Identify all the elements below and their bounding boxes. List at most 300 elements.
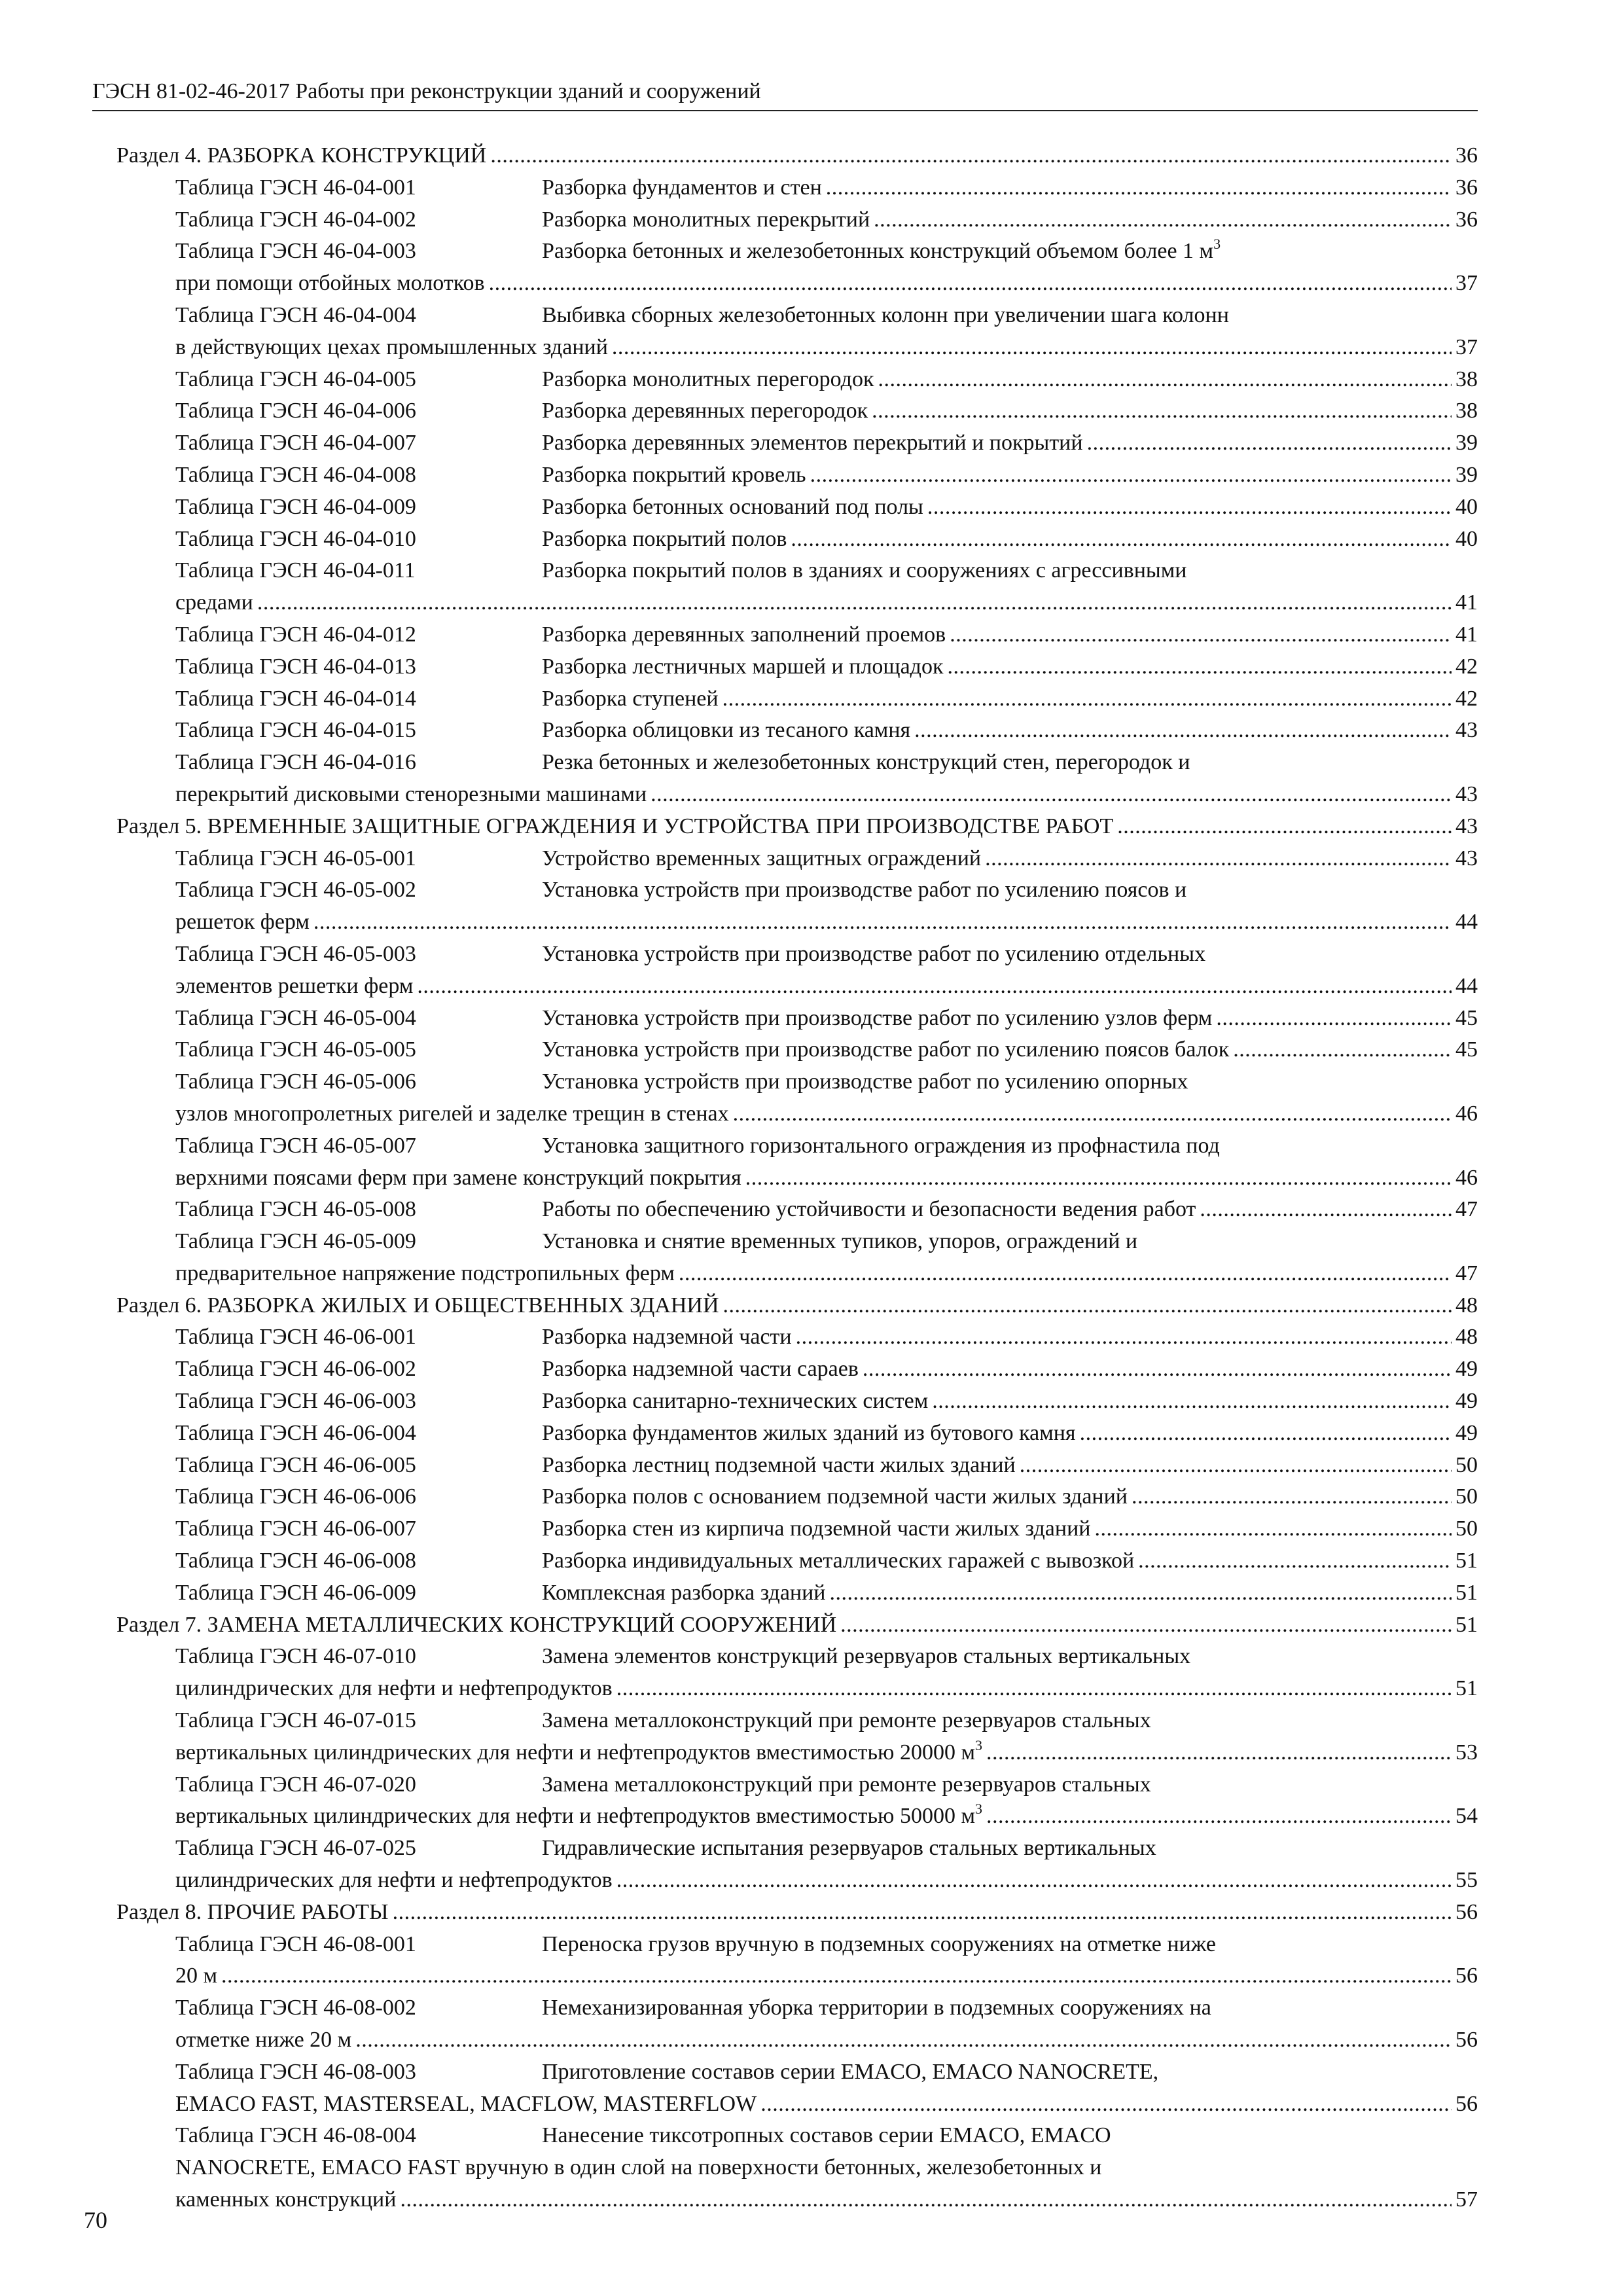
toc-line [116, 1162, 1478, 1194]
toc-page-number: 53 [1455, 1740, 1478, 1765]
toc-line [116, 395, 1478, 427]
toc-title: Установка устройств при производстве работ по усилению поясов балок [542, 1037, 1230, 1062]
toc-line [116, 1354, 1478, 1386]
toc-leader-dots [679, 1258, 1452, 1290]
toc-line [116, 715, 1478, 747]
toc-table-entry[interactable] [116, 2056, 1478, 2121]
toc-title: Разборка бетонных и железобетонных конструкций объемом более 1 $м^3$ [542, 236, 1221, 264]
toc-page-number: 47 [1455, 1261, 1478, 1285]
toc-title: Разборка покрытий кровель [542, 462, 806, 487]
toc-title-continuation: отметке ниже 20 м [175, 2028, 352, 2053]
toc-title: Замена металлоконструкций при ремонте резервуаров стальных [542, 1708, 1151, 1733]
toc-page-number: 50 [1455, 1516, 1478, 1541]
toc-leader-dots [874, 204, 1452, 236]
toc-line [116, 300, 1478, 332]
toc-page-number: 50 [1455, 1484, 1478, 1509]
toc-leader-dots [1132, 1481, 1452, 1513]
toc-line [116, 2184, 1478, 2216]
toc-title: Разборка надземной части сараев [542, 1357, 859, 1382]
toc-line [116, 204, 1478, 236]
toc-line [116, 524, 1478, 556]
toc-page-number: 43 [1455, 846, 1478, 870]
toc-page-number: 42 [1455, 686, 1478, 711]
toc-title-continuation: узлов многопролетных ригелей и заделке трещин в стенах [175, 1101, 729, 1126]
toc-leader-dots [490, 140, 1452, 172]
toc-table-entry[interactable] [116, 619, 1478, 651]
toc-table-code: Таблица ГЭСН 46-06-001 [175, 1325, 416, 1350]
toc-title: Разборка покрытий полов в зданиях и сооружениях с агрессивными [542, 558, 1187, 583]
toc-table-entry[interactable] [116, 204, 1478, 236]
toc-title: Разборка стен из кирпича подземной части жилых зданий [542, 1516, 1091, 1541]
toc-title: Комплексная разборка зданий [542, 1580, 826, 1605]
page-header [92, 77, 1478, 111]
toc-table-code: Таблица ГЭСН 46-04-012 [175, 622, 416, 647]
toc-line [116, 683, 1478, 715]
toc-leader-dots [830, 1577, 1452, 1609]
toc-leader-dots [489, 268, 1452, 300]
toc-line [116, 1737, 1478, 1769]
toc-title: Устройство временных защитных ограждений [542, 846, 982, 870]
toc-table-code: Таблица ГЭСН 46-04-010 [175, 526, 416, 551]
toc-table-code: Таблица ГЭСН 46-04-006 [175, 399, 416, 423]
toc-line [116, 1513, 1478, 1545]
toc-page-number: 47 [1455, 1197, 1478, 1222]
toc-title: Разборка фундаментов и стен [542, 175, 822, 200]
toc-table-code: Таблица ГЭСН 46-05-007 [175, 1133, 416, 1158]
toc-title: Резка бетонных и железобетонных конструкций стен, перегородок и [542, 750, 1190, 775]
toc-leader-dots [723, 1290, 1452, 1322]
toc-line [116, 874, 1478, 906]
toc-page-number: 48 [1455, 1325, 1478, 1350]
toc-table-code: Таблица ГЭСН 46-08-001 [175, 1931, 416, 1956]
toc-line [116, 971, 1478, 1003]
toc-table-code: Таблица ГЭСН 46-04-002 [175, 207, 416, 232]
toc-section-entry[interactable] [116, 1290, 1478, 1322]
toc-table-entry[interactable] [116, 1513, 1478, 1545]
toc-line [116, 1897, 1478, 1929]
toc-table-entry[interactable] [116, 1003, 1478, 1035]
toc-page-number: 39 [1455, 462, 1478, 487]
toc-table-code: Таблица ГЭСН 46-05-005 [175, 1037, 416, 1062]
toc-line [116, 268, 1478, 300]
toc-table-entry[interactable] [116, 1833, 1478, 1897]
toc-title-continuation: вертикальных цилиндрических для нефти и нефтепродуктов вместимостью 20000 $м^3$ [175, 1736, 982, 1765]
toc-title-continuation: вертикальных цилиндрических для нефти и нефтепродуктов вместимостью 50000 $м^3$ [175, 1801, 982, 1829]
toc-line [116, 939, 1478, 971]
toc-table-code: Таблица ГЭСН 46-06-008 [175, 1549, 416, 1573]
toc-leader-dots [616, 1673, 1452, 1705]
toc-title-continuation: 20 м [175, 1964, 218, 1988]
toc-page-number: 51 [1455, 1676, 1478, 1701]
toc-table-entry[interactable] [116, 555, 1478, 619]
toc-line [116, 811, 1478, 843]
toc-leader-dots [257, 587, 1452, 619]
toc-line [116, 364, 1478, 396]
toc-leader-dots [932, 1386, 1452, 1418]
toc-page-number: 49 [1455, 1357, 1478, 1382]
toc-leader-dots [826, 172, 1452, 204]
toc-table-entry[interactable] [116, 1194, 1478, 1226]
toc-page-number: 51 [1455, 1580, 1478, 1605]
toc-leader-dots [1087, 427, 1452, 459]
toc-table-entry[interactable] [116, 1769, 1478, 1833]
toc-title-continuation: верхними поясами ферм при замене конструкций покрытия [175, 1165, 741, 1190]
toc-table-code: Таблица ГЭСН 46-08-004 [175, 2123, 416, 2148]
toc-title-continuation: EMACO FAST, MASTERSEAL, MACFLOW, MASTERFLOW [175, 2091, 757, 2116]
toc-table-code: Таблица ГЭСН 46-07-010 [175, 1644, 416, 1669]
toc-table-code: Таблица ГЭСН 46-04-015 [175, 718, 416, 743]
toc-line [116, 1066, 1478, 1098]
toc-line [116, 651, 1478, 683]
toc-page-number: 51 [1455, 1549, 1478, 1573]
toc-page-number: 36 [1455, 175, 1478, 200]
toc-title: Разборка бетонных оснований под полы [542, 494, 923, 519]
toc-leader-dots [1080, 1418, 1452, 1450]
toc-title: Приготовление составов серии EMACO, EMACO NANOCRETE, [542, 2059, 1159, 2084]
toc-line [116, 1545, 1478, 1577]
toc-line [116, 172, 1478, 204]
toc-table-entry[interactable] [116, 364, 1478, 396]
toc-title: Разборка полов с основанием подземной части жилых зданий [542, 1484, 1128, 1509]
toc-title: Раздел 8. ПРОЧИЕ РАБОТЫ [116, 1899, 389, 1924]
toc-table-code: Таблица ГЭСН 46-07-015 [175, 1708, 416, 1733]
toc-title-continuation: при помощи отбойных молотков [175, 271, 485, 296]
toc-table-entry[interactable] [116, 236, 1478, 300]
toc-title: Работы по обеспечению устойчивости и безопасности ведения работ [542, 1197, 1196, 1222]
toc-table-code: Таблица ГЭСН 46-06-003 [175, 1389, 416, 1414]
toc-table-code: Таблица ГЭСН 46-04-009 [175, 494, 416, 519]
toc-table-entry[interactable] [116, 1418, 1478, 1450]
toc-title-continuation: перекрытий дисковыми стенорезными машинами [175, 781, 647, 806]
toc-leader-dots [760, 2089, 1452, 2121]
toc-page-number: 56 [1455, 1964, 1478, 1988]
toc-page-number: 37 [1455, 334, 1478, 359]
toc-page-number: 56 [1455, 2028, 1478, 2053]
toc-title: Замена элементов конструкций резервуаров стальных вертикальных [542, 1644, 1191, 1669]
toc-section-entry[interactable] [116, 140, 1478, 172]
toc-title: Разборка лестниц подземной части жилых зданий [542, 1452, 1016, 1477]
toc-leader-dots [810, 459, 1452, 492]
toc-title: Разборка деревянных перегородок [542, 399, 868, 423]
toc-title: Разборка индивидуальных металлических гаражей с вывозкой [542, 1549, 1135, 1573]
toc-title: Разборка ступеней [542, 686, 719, 711]
toc-line [116, 747, 1478, 779]
toc-line [116, 1481, 1478, 1513]
toc-line [116, 2056, 1478, 2089]
toc-leader-dots [1138, 1545, 1452, 1577]
toc-table-entry[interactable] [116, 2120, 1478, 2215]
toc-table-entry[interactable] [116, 939, 1478, 1003]
toc-leader-dots [417, 971, 1452, 1003]
toc-title-continuation: элементов решетки ферм [175, 973, 414, 998]
toc-line [116, 1992, 1478, 2024]
toc-page-number: 54 [1455, 1804, 1478, 1829]
toc-page-number: 36 [1455, 207, 1478, 232]
toc-line [116, 619, 1478, 651]
toc-table-code: Таблица ГЭСН 46-04-013 [175, 654, 416, 679]
toc-line [116, 1801, 1478, 1833]
toc-table-entry[interactable] [116, 492, 1478, 524]
toc-table-entry[interactable] [116, 1705, 1478, 1769]
toc-table-entry[interactable] [116, 1386, 1478, 1418]
toc-line [116, 2152, 1478, 2184]
toc-leader-dots [313, 906, 1452, 939]
toc-table-entry[interactable] [116, 874, 1478, 939]
toc-page-number: 49 [1455, 1420, 1478, 1445]
toc-line [116, 332, 1478, 364]
toc-table-entry[interactable] [116, 1130, 1478, 1194]
toc-table-code: Таблица ГЭСН 46-04-007 [175, 431, 416, 456]
toc-table-entry[interactable] [116, 1545, 1478, 1577]
toc-title: Раздел 5. ВРЕМЕННЫЕ ЗАЩИТНЫЕ ОГРАЖДЕНИЯ И УСТРОЙСТВА ПРИ ПРОИЗВОДСТВЕ РАБОТ [116, 814, 1114, 838]
toc-title: Установка защитного горизонтального ограждения из профнастила под [542, 1133, 1220, 1158]
toc-table-code: Таблица ГЭСН 46-07-025 [175, 1836, 416, 1861]
toc-table-code: Таблица ГЭСН 46-04-005 [175, 367, 416, 391]
toc-leader-dots [1117, 811, 1452, 843]
toc-title: Установка и снятие временных тупиков, упоров, ограждений и [542, 1229, 1138, 1254]
toc-title: Нанесение тиксотропных составов серии EMACO, EMACO [542, 2123, 1111, 2148]
toc-title-continuation: предварительное напряжение подстропильных ферм [175, 1261, 675, 1285]
toc-table-entry[interactable] [116, 1354, 1478, 1386]
toc-leader-dots [393, 1897, 1452, 1929]
toc-table-code: Таблица ГЭСН 46-05-009 [175, 1229, 416, 1254]
toc-line [116, 1641, 1478, 1673]
toc-leader-dots [863, 1354, 1452, 1386]
toc-title: Установка устройств при производстве работ по усилению опорных [542, 1069, 1188, 1094]
toc-leader-dots [745, 1162, 1452, 1194]
toc-page-number: 45 [1455, 1005, 1478, 1030]
toc-table-entry[interactable] [116, 524, 1478, 556]
toc-leader-dots [1020, 1450, 1452, 1482]
toc-line [116, 459, 1478, 492]
toc-page-number: 37 [1455, 271, 1478, 296]
toc-leader-dots [355, 2024, 1452, 2056]
toc-title-continuation: цилиндрических для нефти и нефтепродуктов [175, 1868, 613, 1893]
toc-leader-dots [878, 364, 1452, 396]
toc-page-number: 39 [1455, 431, 1478, 456]
toc-page-number: 49 [1455, 1389, 1478, 1414]
toc-line [116, 427, 1478, 459]
toc-leader-dots [796, 1321, 1452, 1354]
toc-page-number: 38 [1455, 399, 1478, 423]
toc-page-number: 56 [1455, 1899, 1478, 1924]
toc-table-entry[interactable] [116, 172, 1478, 204]
toc-page-number: 57 [1455, 2187, 1478, 2212]
toc-leader-dots [1094, 1513, 1452, 1545]
toc-page-number: 42 [1455, 654, 1478, 679]
toc-line [116, 2120, 1478, 2152]
toc-table-code: Таблица ГЭСН 46-05-003 [175, 941, 416, 966]
toc-line [116, 1290, 1478, 1322]
toc-line [116, 1194, 1478, 1226]
toc-table-code: Таблица ГЭСН 46-06-007 [175, 1516, 416, 1541]
toc-table-entry[interactable] [116, 1226, 1478, 1290]
toc-table-code: Таблица ГЭСН 46-06-009 [175, 1580, 416, 1605]
toc-table-entry[interactable] [116, 1034, 1478, 1066]
toc-line [116, 1769, 1478, 1801]
toc-leader-dots [985, 843, 1452, 875]
toc-page-number: 50 [1455, 1452, 1478, 1477]
toc-leader-dots [986, 1737, 1452, 1769]
toc-page-number: 44 [1455, 910, 1478, 935]
toc-table-code: Таблица ГЭСН 46-04-014 [175, 686, 416, 711]
toc-table-code: Таблица ГЭСН 46-04-004 [175, 302, 416, 327]
toc-table-entry[interactable] [116, 715, 1478, 747]
toc-line [116, 555, 1478, 587]
toc-leader-dots [840, 1609, 1452, 1641]
toc-leader-dots [722, 683, 1452, 715]
toc-table-code: Таблица ГЭСН 46-07-020 [175, 1772, 416, 1797]
toc-leader-dots [872, 395, 1452, 427]
toc-table-entry[interactable] [116, 1992, 1478, 2056]
toc-line [116, 1418, 1478, 1450]
toc-page-number: 43 [1455, 814, 1478, 838]
toc-title: Разборка деревянных элементов перекрытий и покрытий [542, 431, 1083, 456]
toc-line [116, 1960, 1478, 1992]
toc-line [116, 906, 1478, 939]
toc-title: Разборка надземной части [542, 1325, 792, 1350]
toc-table-code: Таблица ГЭСН 46-06-005 [175, 1452, 416, 1477]
toc-line [116, 1034, 1478, 1066]
toc-line [116, 1705, 1478, 1737]
toc-leader-dots [1200, 1194, 1452, 1226]
toc-title: Установка устройств при производстве работ по усилению поясов и [542, 878, 1187, 903]
toc-title: Раздел 7. ЗАМЕНА МЕТАЛЛИЧЕСКИХ КОНСТРУКЦИЙ СООРУЖЕНИЙ [116, 1612, 837, 1637]
toc-line [116, 140, 1478, 172]
toc-table-entry[interactable] [116, 1929, 1478, 1993]
toc-table-entry[interactable] [116, 427, 1478, 459]
toc-title: Немеханизированная уборка территории в подземных сооружениях на [542, 1996, 1211, 2020]
toc-title: Разборка лестничных маршей и площадок [542, 654, 944, 679]
superscript: 3 [974, 1736, 982, 1753]
toc-leader-dots [616, 1865, 1452, 1897]
toc-page-number: 43 [1455, 718, 1478, 743]
toc-leader-dots [651, 779, 1452, 811]
toc-line [116, 1321, 1478, 1354]
toc-page-number: 40 [1455, 526, 1478, 551]
toc-table-entry[interactable] [116, 395, 1478, 427]
toc-title-continuation: средами [175, 590, 253, 615]
toc-line [116, 1258, 1478, 1290]
toc-line [116, 779, 1478, 811]
page-number: 70 [84, 2207, 107, 2233]
toc-table-entry[interactable] [116, 843, 1478, 875]
toc-table-entry[interactable] [116, 1450, 1478, 1482]
toc-title: Раздел 6. РАЗБОРКА ЖИЛЫХ И ОБЩЕСТВЕННЫХ ЗДАНИЙ [116, 1293, 719, 1318]
toc-table-code: Таблица ГЭСН 46-08-002 [175, 1996, 416, 2020]
toc-title: Установка устройств при производстве работ по усилению отдельных [542, 941, 1206, 966]
toc-table-entry[interactable] [116, 300, 1478, 364]
toc-line [116, 236, 1478, 268]
toc-page-number: 56 [1455, 2091, 1478, 2116]
superscript: 3 [1213, 236, 1221, 253]
toc-page-number: 38 [1455, 367, 1478, 391]
toc-title: Разборка монолитных перегородок [542, 367, 874, 391]
toc-title: Разборка покрытий полов [542, 526, 787, 551]
toc-leader-dots [914, 715, 1452, 747]
toc-title: Замена металлоконструкций при ремонте резервуаров стальных [542, 1772, 1151, 1797]
toc-page-number: 46 [1455, 1101, 1478, 1126]
toc-line [116, 1130, 1478, 1162]
toc-leader-dots [791, 524, 1452, 556]
toc-table-entry[interactable] [116, 1481, 1478, 1513]
toc-section-entry[interactable] [116, 811, 1478, 843]
table-of-contents [116, 140, 1478, 2216]
toc-table-entry[interactable] [116, 1321, 1478, 1354]
toc-leader-dots [221, 1960, 1452, 1992]
toc-line [116, 1609, 1478, 1641]
toc-table-entry[interactable] [116, 1577, 1478, 1609]
toc-page-number: 36 [1455, 143, 1478, 168]
toc-table-code: Таблица ГЭСН 46-04-011 [175, 558, 416, 583]
toc-page-number: 41 [1455, 622, 1478, 647]
header-title: ГЭСН 81-02-46-2017 Работы при реконструкции зданий и сооружений [92, 79, 761, 103]
toc-line [116, 1098, 1478, 1130]
toc-table-code: Таблица ГЭСН 46-05-008 [175, 1197, 416, 1222]
toc-page-number: 43 [1455, 781, 1478, 806]
toc-table-code: Таблица ГЭСН 46-04-016 [175, 750, 416, 775]
toc-table-entry[interactable] [116, 459, 1478, 492]
toc-page-number: 51 [1455, 1612, 1478, 1637]
toc-title-continuation: в действующих цехах промышленных зданий [175, 334, 608, 359]
toc-page-number: 45 [1455, 1037, 1478, 1062]
toc-table-entry[interactable] [116, 1641, 1478, 1705]
toc-page-number: 55 [1455, 1868, 1478, 1893]
toc-leader-dots [927, 492, 1452, 524]
toc-title: Выбивка сборных железобетонных колонн при увеличении шага колонн [542, 302, 1229, 327]
toc-table-entry[interactable] [116, 651, 1478, 683]
toc-line [116, 1865, 1478, 1897]
toc-page-number: 40 [1455, 494, 1478, 519]
toc-table-code: Таблица ГЭСН 46-04-003 [175, 239, 416, 264]
toc-table-code: Таблица ГЭСН 46-04-008 [175, 462, 416, 487]
toc-title: Раздел 4. РАЗБОРКА КОНСТРУКЦИЙ [116, 143, 487, 168]
toc-title-continuation: решеток ферм [175, 910, 310, 935]
toc-title-continuation: NANOCRETE, EMACO FAST вручную в один слой на поверхности бетонных, железобетонных и [175, 2155, 1102, 2180]
toc-table-code: Таблица ГЭСН 46-04-001 [175, 175, 416, 200]
toc-page-number: 46 [1455, 1165, 1478, 1190]
toc-section-entry[interactable] [116, 1609, 1478, 1641]
toc-line [116, 1003, 1478, 1035]
toc-leader-dots [733, 1098, 1452, 1130]
toc-line [116, 1577, 1478, 1609]
toc-section-entry[interactable] [116, 1897, 1478, 1929]
toc-table-code: Таблица ГЭСН 46-05-002 [175, 878, 416, 903]
toc-table-entry[interactable] [116, 683, 1478, 715]
toc-line [116, 1929, 1478, 1961]
toc-line [116, 843, 1478, 875]
toc-title: Переноска грузов вручную в подземных сооружениях на отметке ниже [542, 1931, 1216, 1956]
toc-table-entry[interactable] [116, 1066, 1478, 1130]
toc-page-number: 41 [1455, 590, 1478, 615]
superscript: 3 [974, 1801, 982, 1818]
toc-table-code: Таблица ГЭСН 46-06-002 [175, 1357, 416, 1382]
toc-leader-dots [948, 651, 1452, 683]
toc-title-continuation: цилиндрических для нефти и нефтепродуктов [175, 1676, 613, 1701]
toc-leader-dots [1216, 1003, 1452, 1035]
toc-page-number: 48 [1455, 1293, 1478, 1318]
toc-title: Разборка облицовки из тесаного камня [542, 718, 911, 743]
toc-line [116, 1833, 1478, 1865]
toc-table-entry[interactable] [116, 747, 1478, 811]
toc-title: Разборка фундаментов жилых зданий из бутового камня [542, 1420, 1076, 1445]
toc-line [116, 1226, 1478, 1258]
toc-leader-dots [400, 2184, 1452, 2216]
toc-leader-dots [612, 332, 1452, 364]
toc-line [116, 1673, 1478, 1705]
toc-line [116, 492, 1478, 524]
toc-table-code: Таблица ГЭСН 46-06-006 [175, 1484, 416, 1509]
